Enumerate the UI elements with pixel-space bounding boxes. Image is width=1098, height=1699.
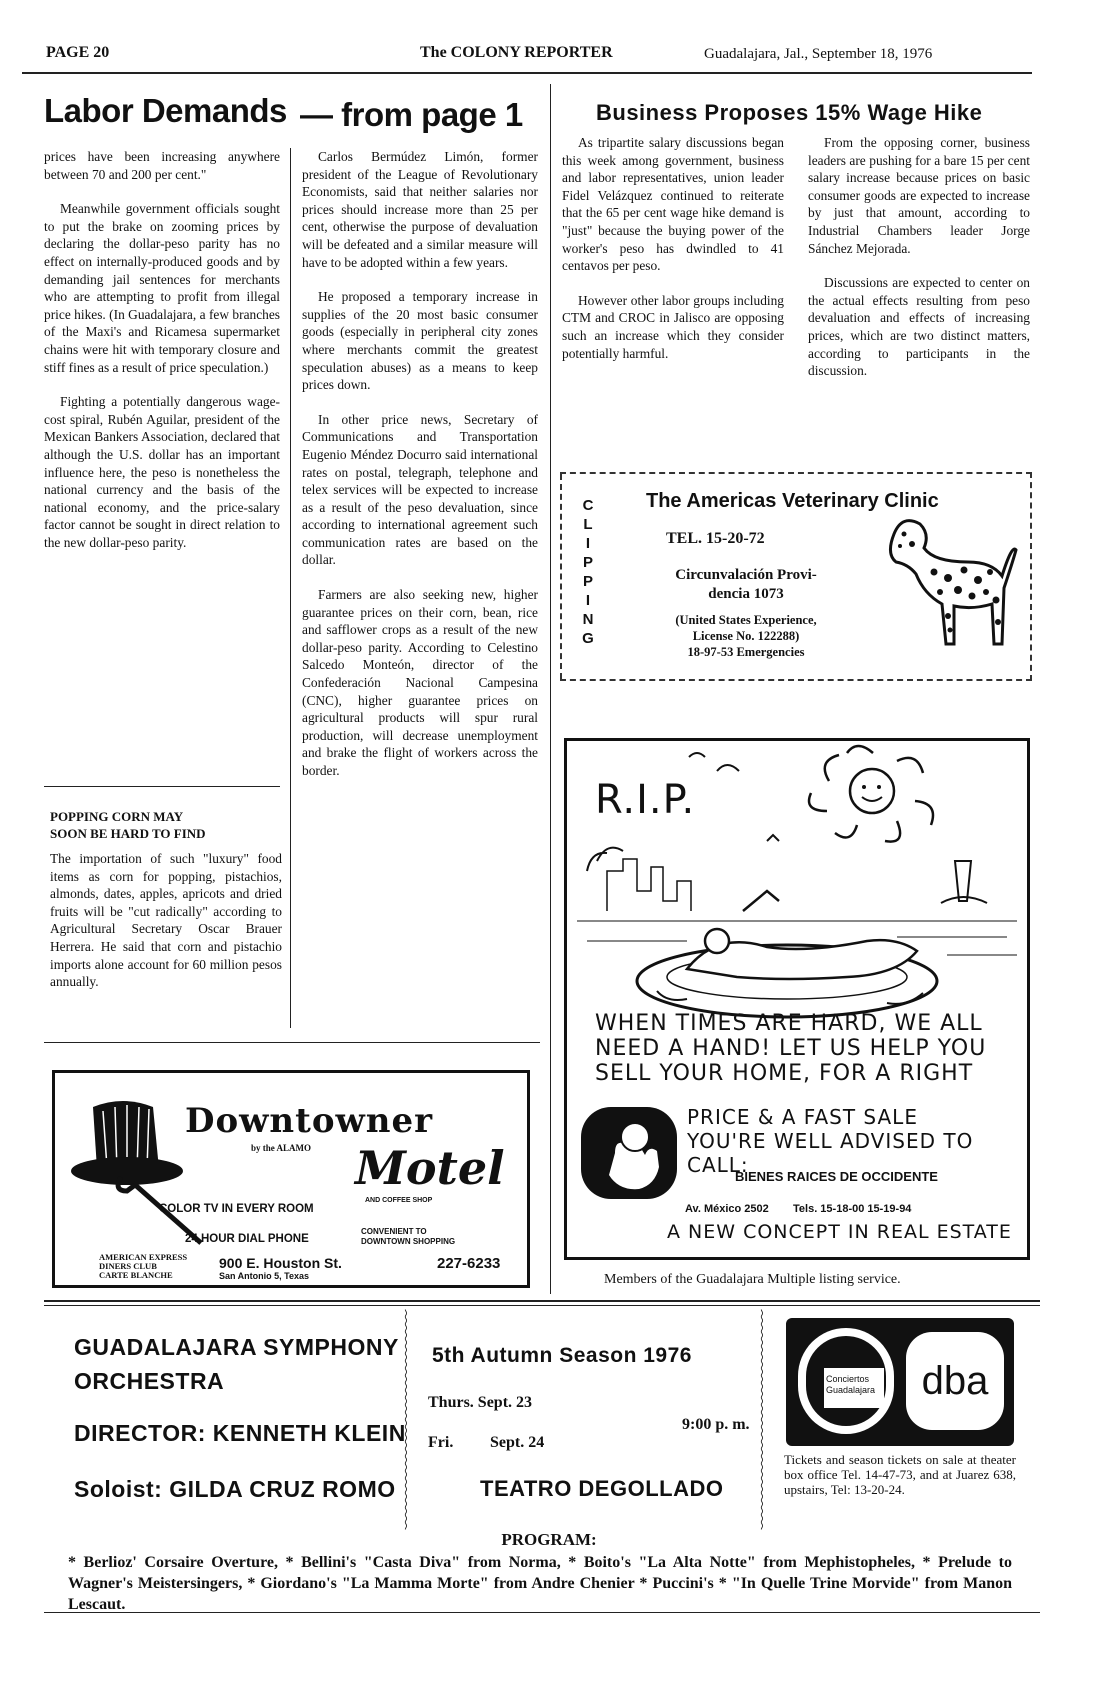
labor-headline-left: Labor Demands — [44, 92, 287, 129]
logo-text — [826, 1374, 875, 1396]
dalmatian-dog-icon — [872, 504, 1022, 654]
paragraph: Discussions are expected to center on the actual effects resulting from peso devaluation and effects of increasing prices, which are two distinct matters, according to participants in the discussion. — [808, 275, 1030, 379]
vet-address-line: Circunvalación Provi- — [675, 567, 817, 583]
motel-convenient — [361, 1227, 455, 1247]
ad-text-line: PRICE & A FAST SALE — [687, 1105, 918, 1129]
concert-time: 9:00 p. m. — [682, 1416, 750, 1433]
column-rule — [44, 786, 280, 787]
symphony-name-line: ORCHESTRA — [74, 1368, 225, 1394]
page-number: PAGE 20 — [46, 44, 110, 61]
squiggle-divider: ︴ ︴ ︴ ︴ ︴ ︴ ︴ ︴ ︴ ︴ — [760, 1310, 783, 1533]
symphony-director: DIRECTOR: KENNETH KLEIN — [74, 1420, 406, 1446]
motel-cards — [99, 1253, 187, 1280]
paragraph: As tripartite salary discussions began this week among government, business and labor representatives, union leader Fidel Velázquez continued to reiterate that the 65 per cent wage hike demand is "just" because the buying power of the worker's peso has dwindled to 41 centavos per peso. — [562, 135, 784, 274]
vet-experience-line: (United States Experience, — [675, 613, 817, 627]
rip-text: R.I.P. — [595, 777, 696, 823]
vet-address — [646, 566, 846, 604]
ad-text-line: NEED A HAND! LET US HELP YOU — [595, 1036, 987, 1061]
motel-card-line: DINERS CLUB — [99, 1261, 157, 1271]
dateline: Guadalajara, Jal., September 18, 1976 — [704, 46, 933, 62]
date-friday: Sept. 24 — [490, 1434, 545, 1451]
motel-card-line: AMERICAN EXPRESS — [99, 1252, 188, 1262]
company-name: BIENES RAICES DE OCCIDENTE — [735, 1169, 938, 1184]
motel-name: Downtowner — [185, 1101, 434, 1141]
labor-headline-right: — from page 1 — [300, 96, 523, 133]
company-slogan: A NEW CONCEPT IN REAL ESTATE — [667, 1221, 1012, 1243]
labor-column-1 — [44, 148, 280, 568]
motel-coffee: AND COFFEE SHOP — [365, 1197, 433, 1204]
clipping-letter: P — [582, 573, 593, 590]
page-divider — [550, 84, 551, 1294]
motel-ad — [52, 1070, 530, 1288]
popcorn-title-line-1: POPPING CORN MAY — [50, 809, 184, 824]
squiggle-divider: ︴ ︴ ︴ ︴ ︴ ︴ ︴ ︴ ︴ ︴ — [404, 1310, 427, 1533]
popcorn-title-line-2: SOON BE HARD TO FIND — [50, 826, 206, 841]
clipping-letter: I — [585, 535, 591, 552]
beach-illustration — [567, 741, 1027, 1041]
labor-column-2 — [302, 148, 538, 797]
paragraph: However other labor groups including CTM and CROC in Jalisco are opposing such an increase which they consider potentially harmful. — [562, 292, 784, 361]
business-column-1 — [562, 134, 784, 379]
ad-border — [560, 474, 562, 679]
popcorn-title — [50, 808, 282, 842]
clipping-letter: N — [582, 611, 594, 628]
motel-street: 900 E. Houston St. — [219, 1255, 342, 1271]
clipping-letter: G — [582, 630, 594, 647]
section-rule — [44, 1042, 540, 1043]
vet-license-line: License No. 122288) — [692, 629, 800, 643]
paragraph: Meanwhile government officials sought to put the brake on zooming prices by declaring the dollar-peso parity has no effect on internally-produced goods and by demanding jail sentences for merchants who are attempting to profit from illegal price hikes. (In Guadalajara, a few branches of the Maxi's and Ricamesa supermarket chains were hit with temporary closure and stiff fines as a result of price speculation.) — [44, 201, 280, 375]
motel-convenient-line: DOWNTOWN SHOPPING — [361, 1237, 456, 1246]
popcorn-article — [50, 808, 282, 991]
clipping-letter: L — [583, 516, 593, 533]
motel-tv: COLOR TV IN EVERY ROOM — [159, 1203, 314, 1215]
paragraph: Fighting a potentially dangerous wage-cost spiral, Rubén Aguilar, president of the Mexican Bankers Association, declared that although the U.S. dollar has an important influence here, the peso is nonetheless the national currency and the basis of the national economy, and the price-salary factor cannot be sought in direct relation to the new dollar-peso parity. — [44, 394, 280, 550]
symphony-soloist: Soloist: GILDA CRUZ ROMO — [74, 1476, 396, 1502]
ad-handwritten-text-2 — [687, 1105, 1017, 1177]
logo-text-line: Guadalajara — [826, 1385, 876, 1395]
symphony-season: 5th Autumn Season 1976 — [432, 1344, 692, 1367]
business-headline: Business Proposes 15% Wage Hike — [596, 100, 983, 125]
ad-caption: Members of the Guadalajara Multiple listing service. — [604, 1272, 901, 1287]
hand-holding-house-icon — [579, 1105, 679, 1201]
popcorn-body: The importation of such "luxury" food items as corn for popping, pistachios, almonds, dates, apples, apricots and dried fruits will be "cut radically" according to Agricultural Secretary Oscar Brauer Herrera. He said that corn and pistachio imports alone account for 60 million pesos annually. — [50, 851, 282, 990]
motel-dial: 24 HOUR DIAL PHONE — [185, 1233, 309, 1245]
symphony-logos — [786, 1318, 1014, 1446]
paragraph: From the opposing corner, business leaders are pushing for a bare 15 per cent salary increase because prices on basic consumer goods are expected to increase by just that amount, according to Industrial Chambers leader Jorge Sánchez Mejorada. — [808, 135, 1030, 256]
clipping-label — [578, 496, 598, 648]
date-thursday: Thurs. Sept. 23 — [428, 1394, 533, 1411]
concert-venue: TEATRO DEGOLLADO — [480, 1476, 724, 1501]
company-address: Av. México 2502 — [685, 1203, 769, 1215]
header-rule — [22, 72, 1032, 74]
motel-phone: 227-6233 — [437, 1255, 501, 1272]
paragraph: prices have been increasing anywhere between 70 and 200 per cent." — [44, 149, 280, 182]
real-estate-ad — [564, 738, 1030, 1260]
ad-handwritten-text — [595, 1011, 1015, 1086]
section-rule — [44, 1305, 1040, 1306]
program-title: PROGRAM: — [501, 1530, 597, 1549]
ticket-info: Tickets and season tickets on sale at theater box office Tel. 14-47-73, and at Juarez 638, upstairs, Tel: 13-20-24. — [784, 1452, 1016, 1497]
vet-tel: TEL. 15-20-72 — [666, 530, 765, 547]
ad-text-line: YOU'RE WELL ADVISED TO CALL: — [687, 1129, 974, 1177]
date-friday-day: Fri. — [428, 1434, 454, 1451]
symphony-name — [74, 1330, 399, 1398]
ad-text-line: SELL YOUR HOME, FOR A RIGHT — [595, 1061, 974, 1086]
motel-script: Motel — [355, 1141, 505, 1195]
business-column-2 — [808, 134, 1030, 397]
clipping-letter: C — [582, 497, 594, 514]
symphony-name-line: GUADALAJARA SYMPHONY — [74, 1334, 399, 1360]
logo-text-line: Conciertos — [826, 1374, 870, 1384]
bottom-rule — [44, 1612, 1040, 1613]
paragraph: Carlos Bermúdez Limón, former president of the League of Revolutionary Economists, said that neither salaries nor prices should increase more than 25 per cent, otherwise the purpose of devaluation will be defeated and a similar measure will have to be adopted within a few years. — [302, 149, 538, 270]
company-phones: Tels. 15-18-00 15-19-94 — [793, 1203, 912, 1215]
motel-city: San Antonio 5, Texas — [219, 1271, 310, 1281]
conciertos-logo — [798, 1328, 894, 1434]
column-divider — [290, 148, 291, 1028]
paper-name: The COLONY REPORTER — [420, 44, 613, 61]
paragraph: In other price news, Secretary of Communications and Transportation Eugenio Méndez Docurro said international rates on postal, telegraph, telephone and telex services will be expected to increase as a result of the peso devaluation, since according to international agreement such communication rates are based on the dollar. — [302, 411, 538, 568]
vet-experience — [636, 612, 856, 660]
paragraph: He proposed a temporary increase in supplies of the 20 most basic consumer goods (especially in peripheral city zones where merchants commit the greatest speculation abuses) as a means to keep prices down. — [302, 289, 538, 393]
section-rule — [44, 1300, 1040, 1302]
clipping-letter: I — [585, 592, 591, 609]
vet-emergency-line: 18-97-53 Emergencies — [687, 645, 805, 659]
vet-title: The Americas Veterinary Clinic — [646, 490, 939, 512]
clipping-letter: P — [582, 554, 593, 571]
motel-card-line: CARTE BLANCHE — [99, 1270, 173, 1280]
motel-by: by the ALAMO — [251, 1143, 312, 1153]
dba-logo: dba — [906, 1332, 1004, 1430]
paragraph: Farmers are also seeking new, higher guarantee prices on their corn, bean, rice and safflower crops as a result of the new dollar-peso parity. According to Celestino Salcedo Monteón, director of the Confederación Nacional Campesina (CNC), higher guarantee prices on agricultural products will spur rural production, will decrease unemployment and brake the flight of workers across the border. — [302, 587, 538, 778]
ad-text-line: WHEN TIMES ARE HARD, WE ALL — [595, 1011, 983, 1036]
program-list: * Berlioz' Corsaire Overture, * Bellini's "Casta Diva" from Norma, * Boito's "La Alta Notte" from Mephistopheles, * Prelude to Wagner's Meistersingers, * Giordano's "La Mamma Morte" from Andre Chenier * Puccini's * "In Quelle Trine Morvide" from Manon Lescaut. — [68, 1554, 1012, 1613]
vet-clinic-ad — [560, 472, 1032, 681]
motel-convenient-line: CONVENIENT TO — [361, 1227, 427, 1236]
vet-address-line: dencia 1073 — [708, 586, 784, 602]
